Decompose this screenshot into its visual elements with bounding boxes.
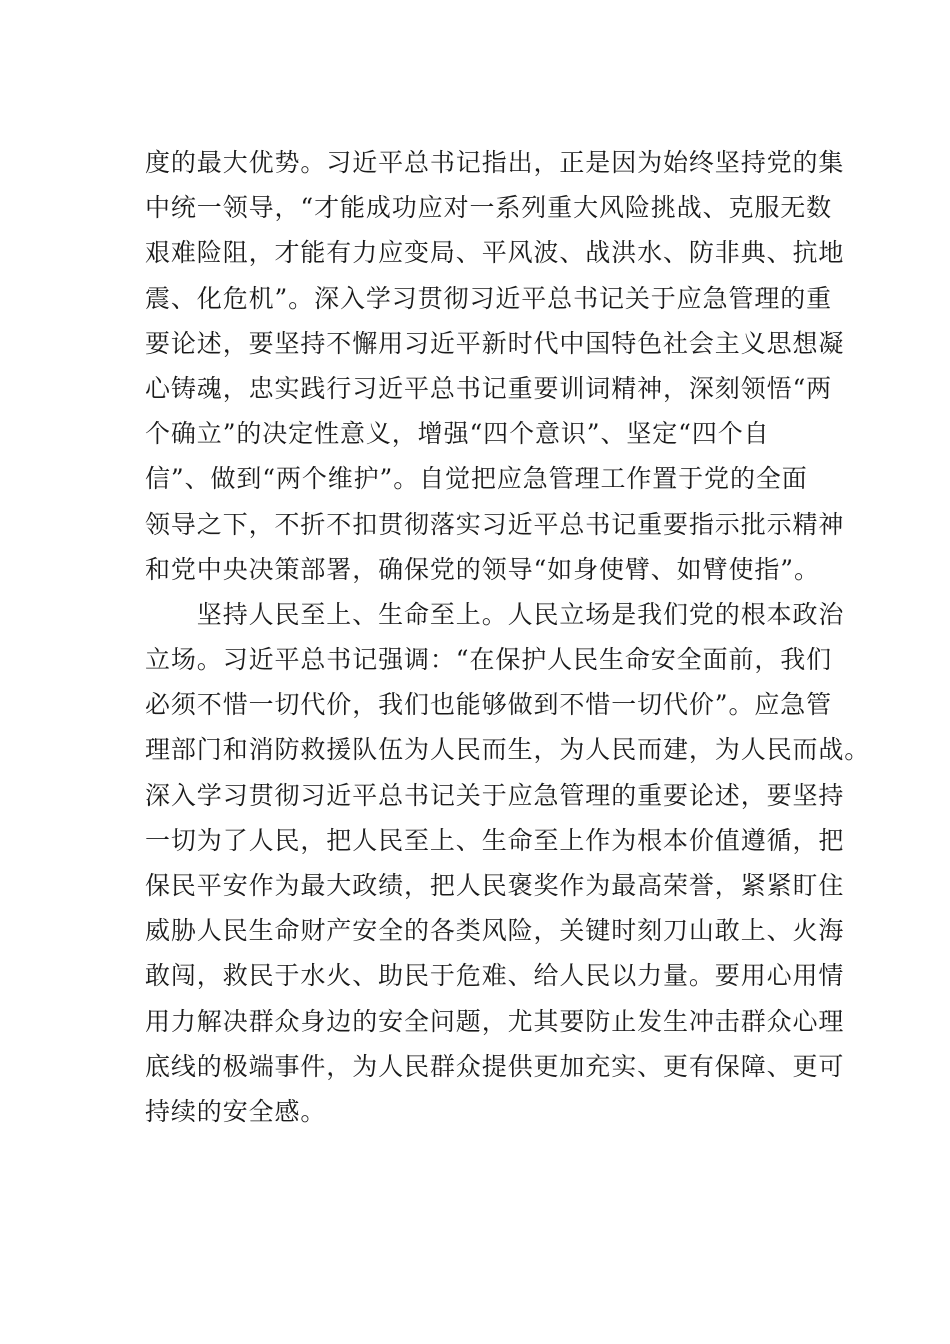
text-line: 持续的安全感。	[145, 1096, 327, 1126]
text-line: 威胁人民生命财产安全的各类风险，关键时刻刀山敢上、火海	[145, 916, 845, 946]
text-line: 中统一领导，“才能成功应对一系列重大风险挑战、克服无数	[145, 193, 833, 223]
paragraph-start-line: 坚持人民至上、生命至上。人民立场是我们党的根本政治	[145, 599, 845, 629]
text-line: 领导之下，不折不扣贯彻落实习近平总书记重要指示批示精神	[145, 509, 845, 539]
text-line: 心铸魂，忠实践行习近平总书记重要训词精神，深刻领悟“两	[145, 373, 833, 403]
text-line: 信”、做到“两个维护”。自觉把应急管理工作置于党的全面	[145, 464, 808, 494]
text-line: 保民平安作为最大政绩，把人民褒奖作为最高荣誉，紧紧盯住	[145, 871, 845, 900]
text-line: 震、化危机”。深入学习贯彻习近平总书记关于应急管理的重	[145, 283, 833, 313]
text-line: 和党中央决策部署，确保党的领导“如身使臂、如臂使指”。	[145, 554, 820, 584]
text-line: 必须不惜一切代价，我们也能够做到不惜一切代价”。应急管	[145, 690, 833, 720]
body-text	[145, 140, 871, 1134]
text-line: 底线的极端事件，为人民群众提供更加充实、更有保障、更可	[145, 1051, 845, 1081]
text-line: 用力解决群众身边的安全问题，尤其要防止发生冲击群众心理	[145, 1006, 845, 1036]
text-line: 艰难险阻，才能有力应变局、平风波、战洪水、防非典、抗地	[145, 238, 845, 268]
text-line: 立场。习近平总书记强调：“在保护人民生命安全面前，我们	[145, 645, 833, 675]
text-line: 深入学习贯彻习近平总书记关于应急管理的重要论述，要坚持	[145, 780, 845, 810]
text-line: 一切为了人民，把人民至上、生命至上作为根本价值遵循，把	[145, 825, 845, 855]
text-line: 要论述，要坚持不懈用习近平新时代中国特色社会主义思想凝	[145, 328, 845, 358]
text-line: 敢闯，救民于水火、助民于危难、给人民以力量。要用心用情	[145, 961, 845, 991]
text-line: 理部门和消防救援队伍为人民而生，为人民而建，为人民而战。	[145, 735, 871, 765]
text-line: 个确立”的决定性意义，增强“四个意识”、坚定“四个自	[145, 419, 770, 449]
text-line: 度的最大优势。习近平总书记指出，正是因为始终坚持党的集	[145, 148, 845, 177]
